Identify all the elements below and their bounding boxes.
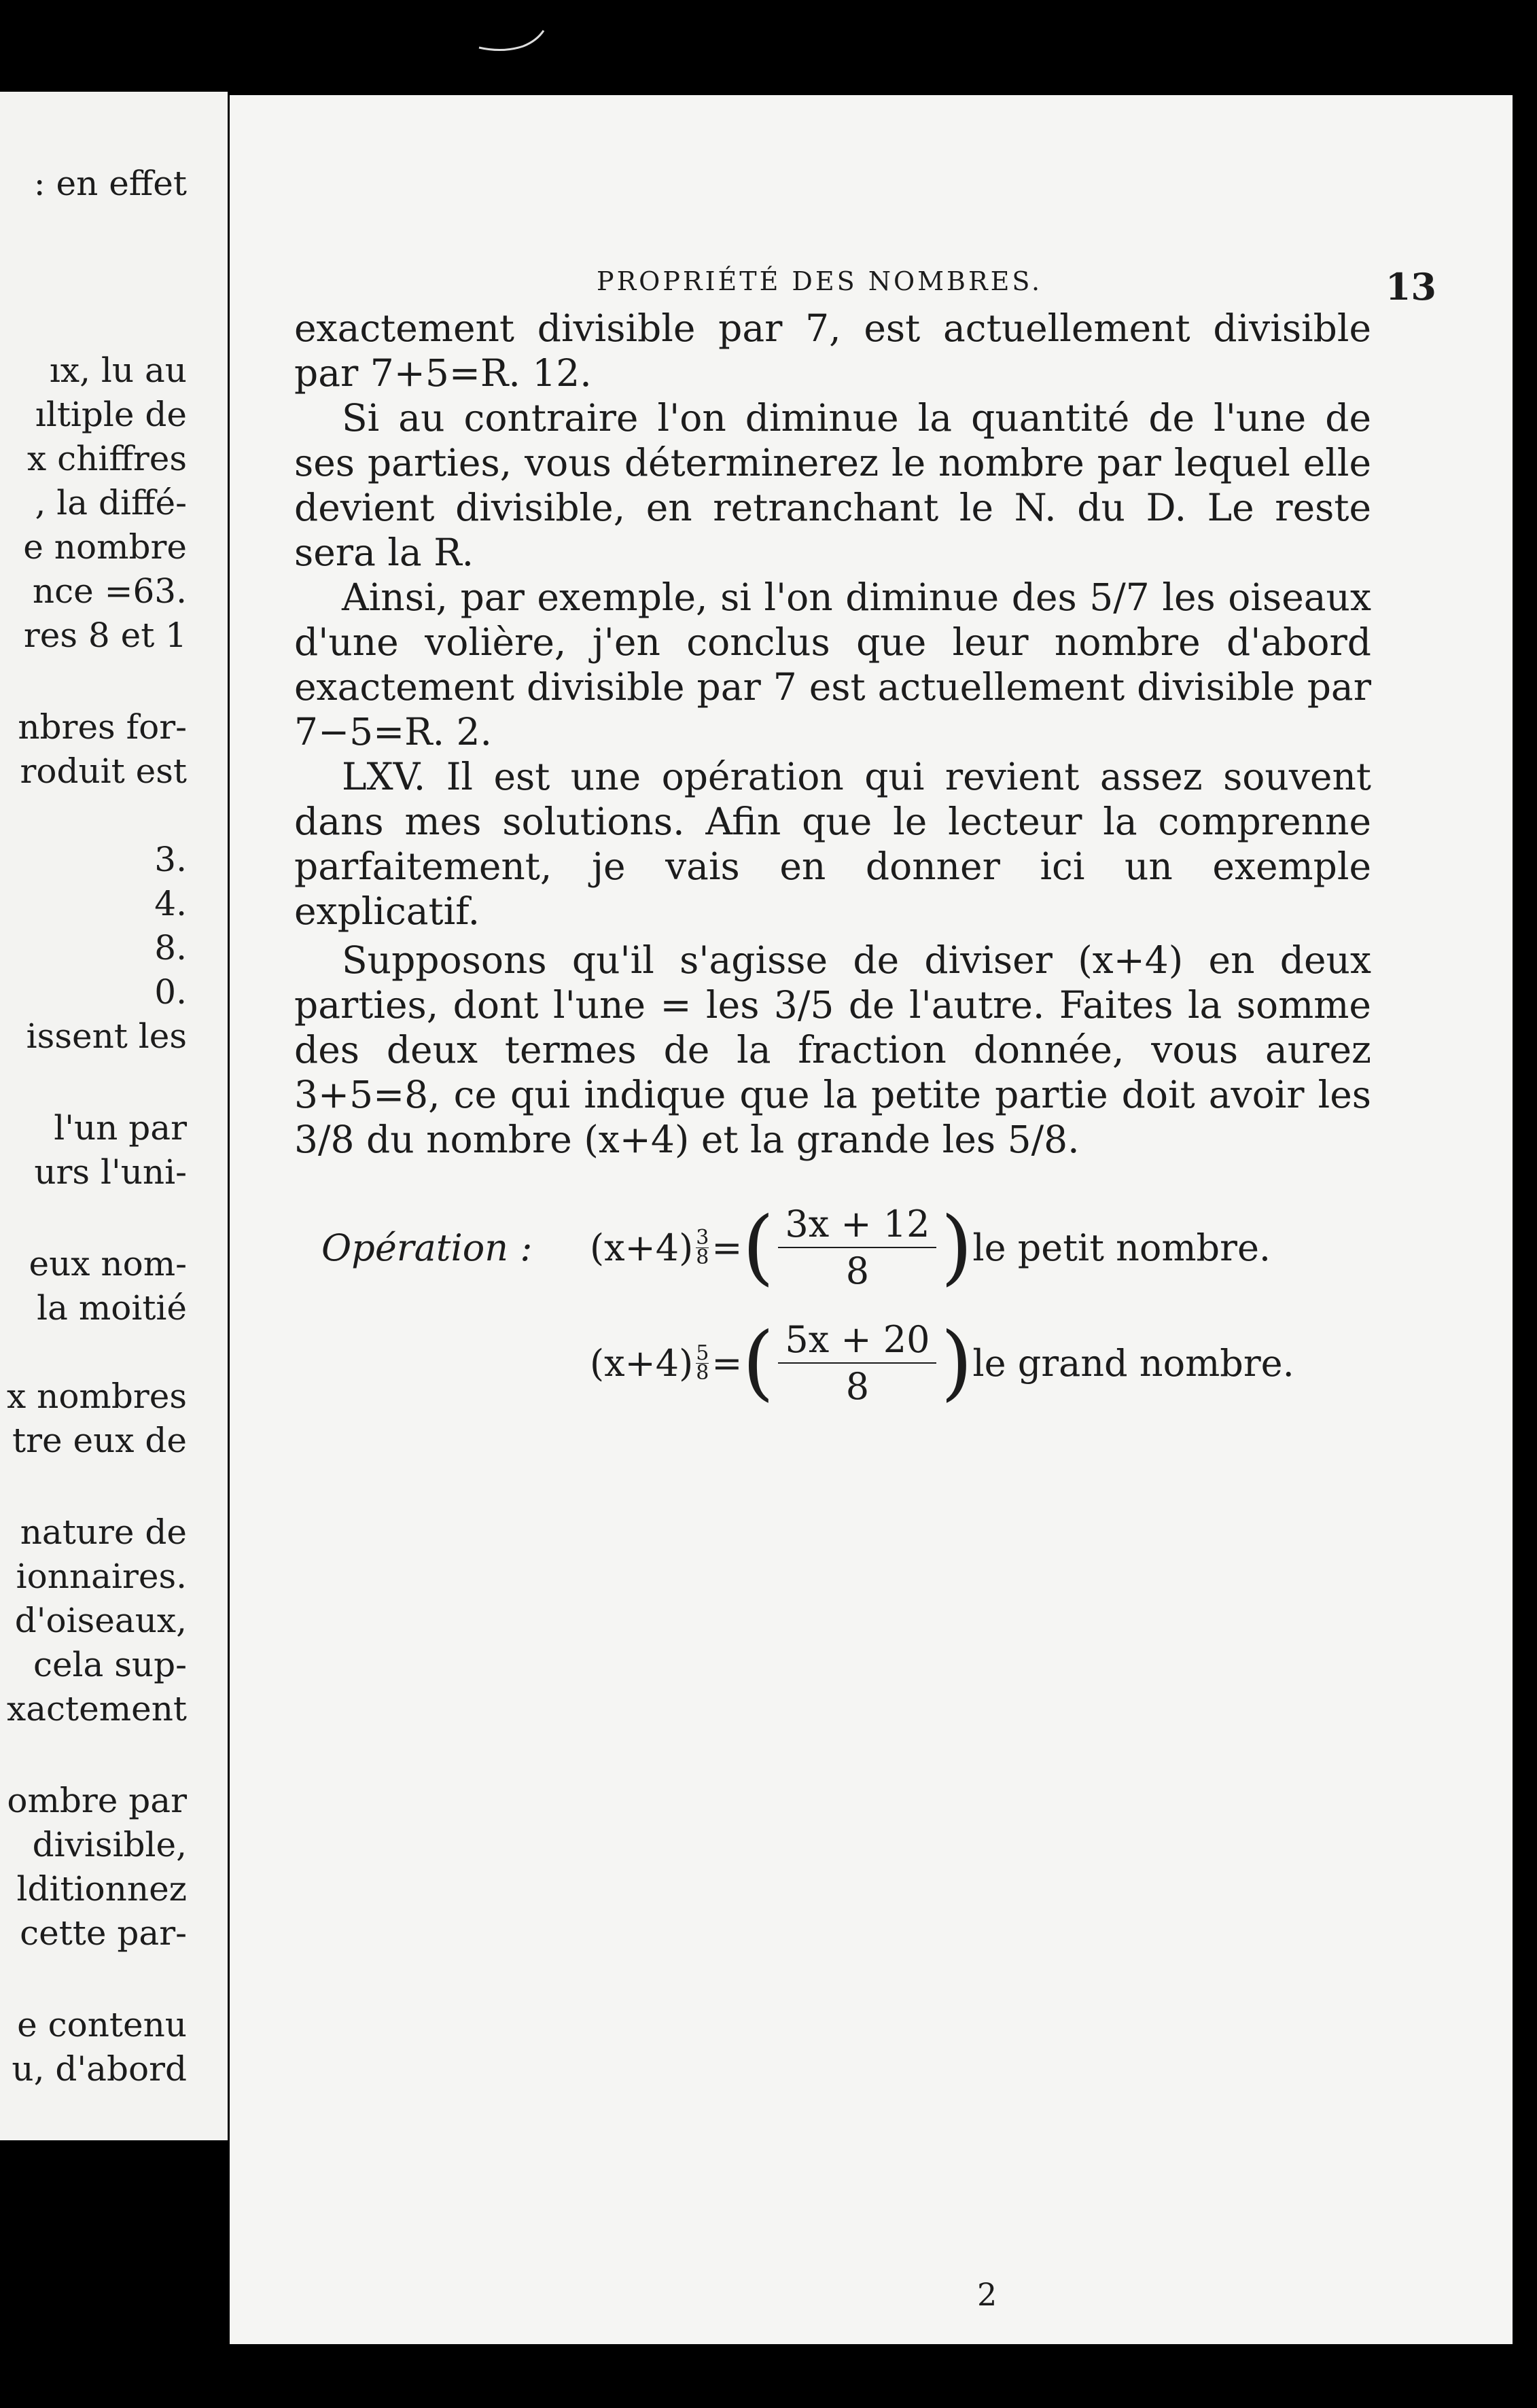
left-page-line: e nombre bbox=[23, 527, 187, 567]
left-page-line: xactement bbox=[7, 1689, 187, 1729]
left-page-line: cette par- bbox=[20, 1913, 187, 1953]
eq1-coefficient bbox=[696, 1225, 709, 1269]
paragraph-4: LXV. Il est une opération qui revient assez souvent dans mes solutions. Afin que le lecteur la comprenne parfaitement, je vais en donner ici un exemple explicatif. bbox=[294, 755, 1371, 933]
left-page-line: u, d'abord bbox=[12, 2049, 187, 2089]
eq2-open-paren: ( bbox=[742, 1315, 775, 1410]
left-page-line: res 8 et 1 bbox=[23, 616, 187, 655]
right-page bbox=[230, 95, 1513, 2344]
left-page-line: divisible, bbox=[32, 1825, 187, 1864]
left-page-line: ıx, lu au bbox=[49, 351, 187, 390]
equation-small-part bbox=[321, 1200, 1271, 1294]
left-page-line: tre eux de bbox=[12, 1421, 187, 1460]
left-page-line: : en effet bbox=[33, 164, 187, 203]
left-page-line: nbres for- bbox=[18, 707, 187, 747]
left-page-line: cela sup- bbox=[33, 1645, 187, 1684]
eq1-close-paren: ) bbox=[940, 1200, 973, 1294]
eq1-coef-num: 3 bbox=[696, 1225, 709, 1250]
page-number: 13 bbox=[1385, 265, 1436, 308]
paragraph-3: Ainsi, par exemple, si l'on diminue des 5/7 les oiseaux d'une volière, j'en conclus que leur nombre d'abord exactement divisible par 7 est actuellement divisible par 7−5=R. 2. bbox=[294, 576, 1371, 754]
left-page-line: , la diffé- bbox=[35, 483, 187, 523]
left-page-line: e contenu bbox=[17, 2005, 187, 2044]
eq1-numerator: 3x + 12 bbox=[778, 1203, 936, 1248]
signature-mark: 2 bbox=[977, 2276, 997, 2313]
left-page-line: x chiffres bbox=[27, 439, 187, 478]
eq2-close-paren: ) bbox=[940, 1315, 973, 1410]
left-page-line: nce =63. bbox=[32, 571, 187, 611]
eq1-tail: le petit nombre. bbox=[972, 1226, 1271, 1269]
eq1-fraction bbox=[778, 1203, 936, 1292]
eq1-denominator: 8 bbox=[845, 1250, 870, 1292]
left-page-line: nature de bbox=[20, 1512, 187, 1552]
eq2-lhs: (x+4) bbox=[590, 1341, 694, 1385]
left-page-line: l'un par bbox=[54, 1108, 187, 1148]
eq2-equals: = bbox=[711, 1341, 743, 1385]
left-page-line: 4. bbox=[154, 884, 187, 923]
left-page-line: lditionnez bbox=[16, 1869, 187, 1909]
left-page-line: eux nom- bbox=[29, 1244, 187, 1283]
left-page-line: x nombres bbox=[7, 1377, 187, 1416]
paragraph-2: Si au contraire l'on diminue la quantité de l'une de ses parties, vous déterminerez le nombre par lequel elle devient divisible, en retranchant le N. du D. Le reste sera la R. bbox=[294, 396, 1371, 574]
eq2-tail: le grand nombre. bbox=[972, 1341, 1294, 1385]
left-page-line: ionnaires. bbox=[16, 1557, 187, 1596]
eq1-lhs: (x+4) bbox=[590, 1226, 694, 1269]
left-page-line: 8. bbox=[154, 928, 187, 968]
eq1-open-paren: ( bbox=[742, 1200, 775, 1294]
equation-large-part bbox=[590, 1315, 1294, 1410]
left-page-line: 0. bbox=[154, 972, 187, 1012]
eq2-coefficient bbox=[696, 1341, 709, 1385]
eq2-numerator: 5x + 20 bbox=[778, 1318, 936, 1364]
paragraph-5: Supposons qu'il s'agisse de diviser (x+4) en deux parties, dont l'une = les 3/5 de l'autre. Faites la somme des deux termes de la fraction donnée, vous aurez 3+5=8, ce qui indique que la petite partie doit avoir les 3/8 du nombre (x+4) et la grande les 5/8. bbox=[294, 938, 1371, 1161]
eq1-equals: = bbox=[711, 1226, 743, 1269]
paragraph-1: exactement divisible par 7, est actuellement divisible par 7+5=R. 12. bbox=[294, 306, 1371, 395]
running-head: PROPRIÉTÉ DES NOMBRES. bbox=[597, 266, 1043, 296]
eq2-coef-num: 5 bbox=[696, 1341, 709, 1365]
left-page-line: issent les bbox=[26, 1016, 187, 1056]
left-page-line: ıltiple de bbox=[35, 395, 187, 434]
body-text bbox=[294, 306, 1371, 1162]
left-page-line: roduit est bbox=[20, 751, 187, 791]
left-page-line: 3. bbox=[154, 840, 187, 879]
left-page-line: la moitié bbox=[37, 1288, 187, 1328]
eq2-fraction bbox=[778, 1318, 936, 1408]
left-page-line: ombre par bbox=[7, 1781, 187, 1820]
operation-label: Opération : bbox=[321, 1226, 533, 1269]
scan-mark-icon bbox=[476, 27, 550, 54]
eq2-denominator: 8 bbox=[845, 1365, 870, 1408]
left-page-line: urs l'uni- bbox=[34, 1152, 187, 1192]
left-page-line: d'oiseaux, bbox=[14, 1601, 187, 1640]
eq2-coef-den: 8 bbox=[696, 1360, 709, 1385]
eq1-coef-den: 8 bbox=[696, 1245, 709, 1269]
left-page-fragment bbox=[0, 92, 228, 2140]
